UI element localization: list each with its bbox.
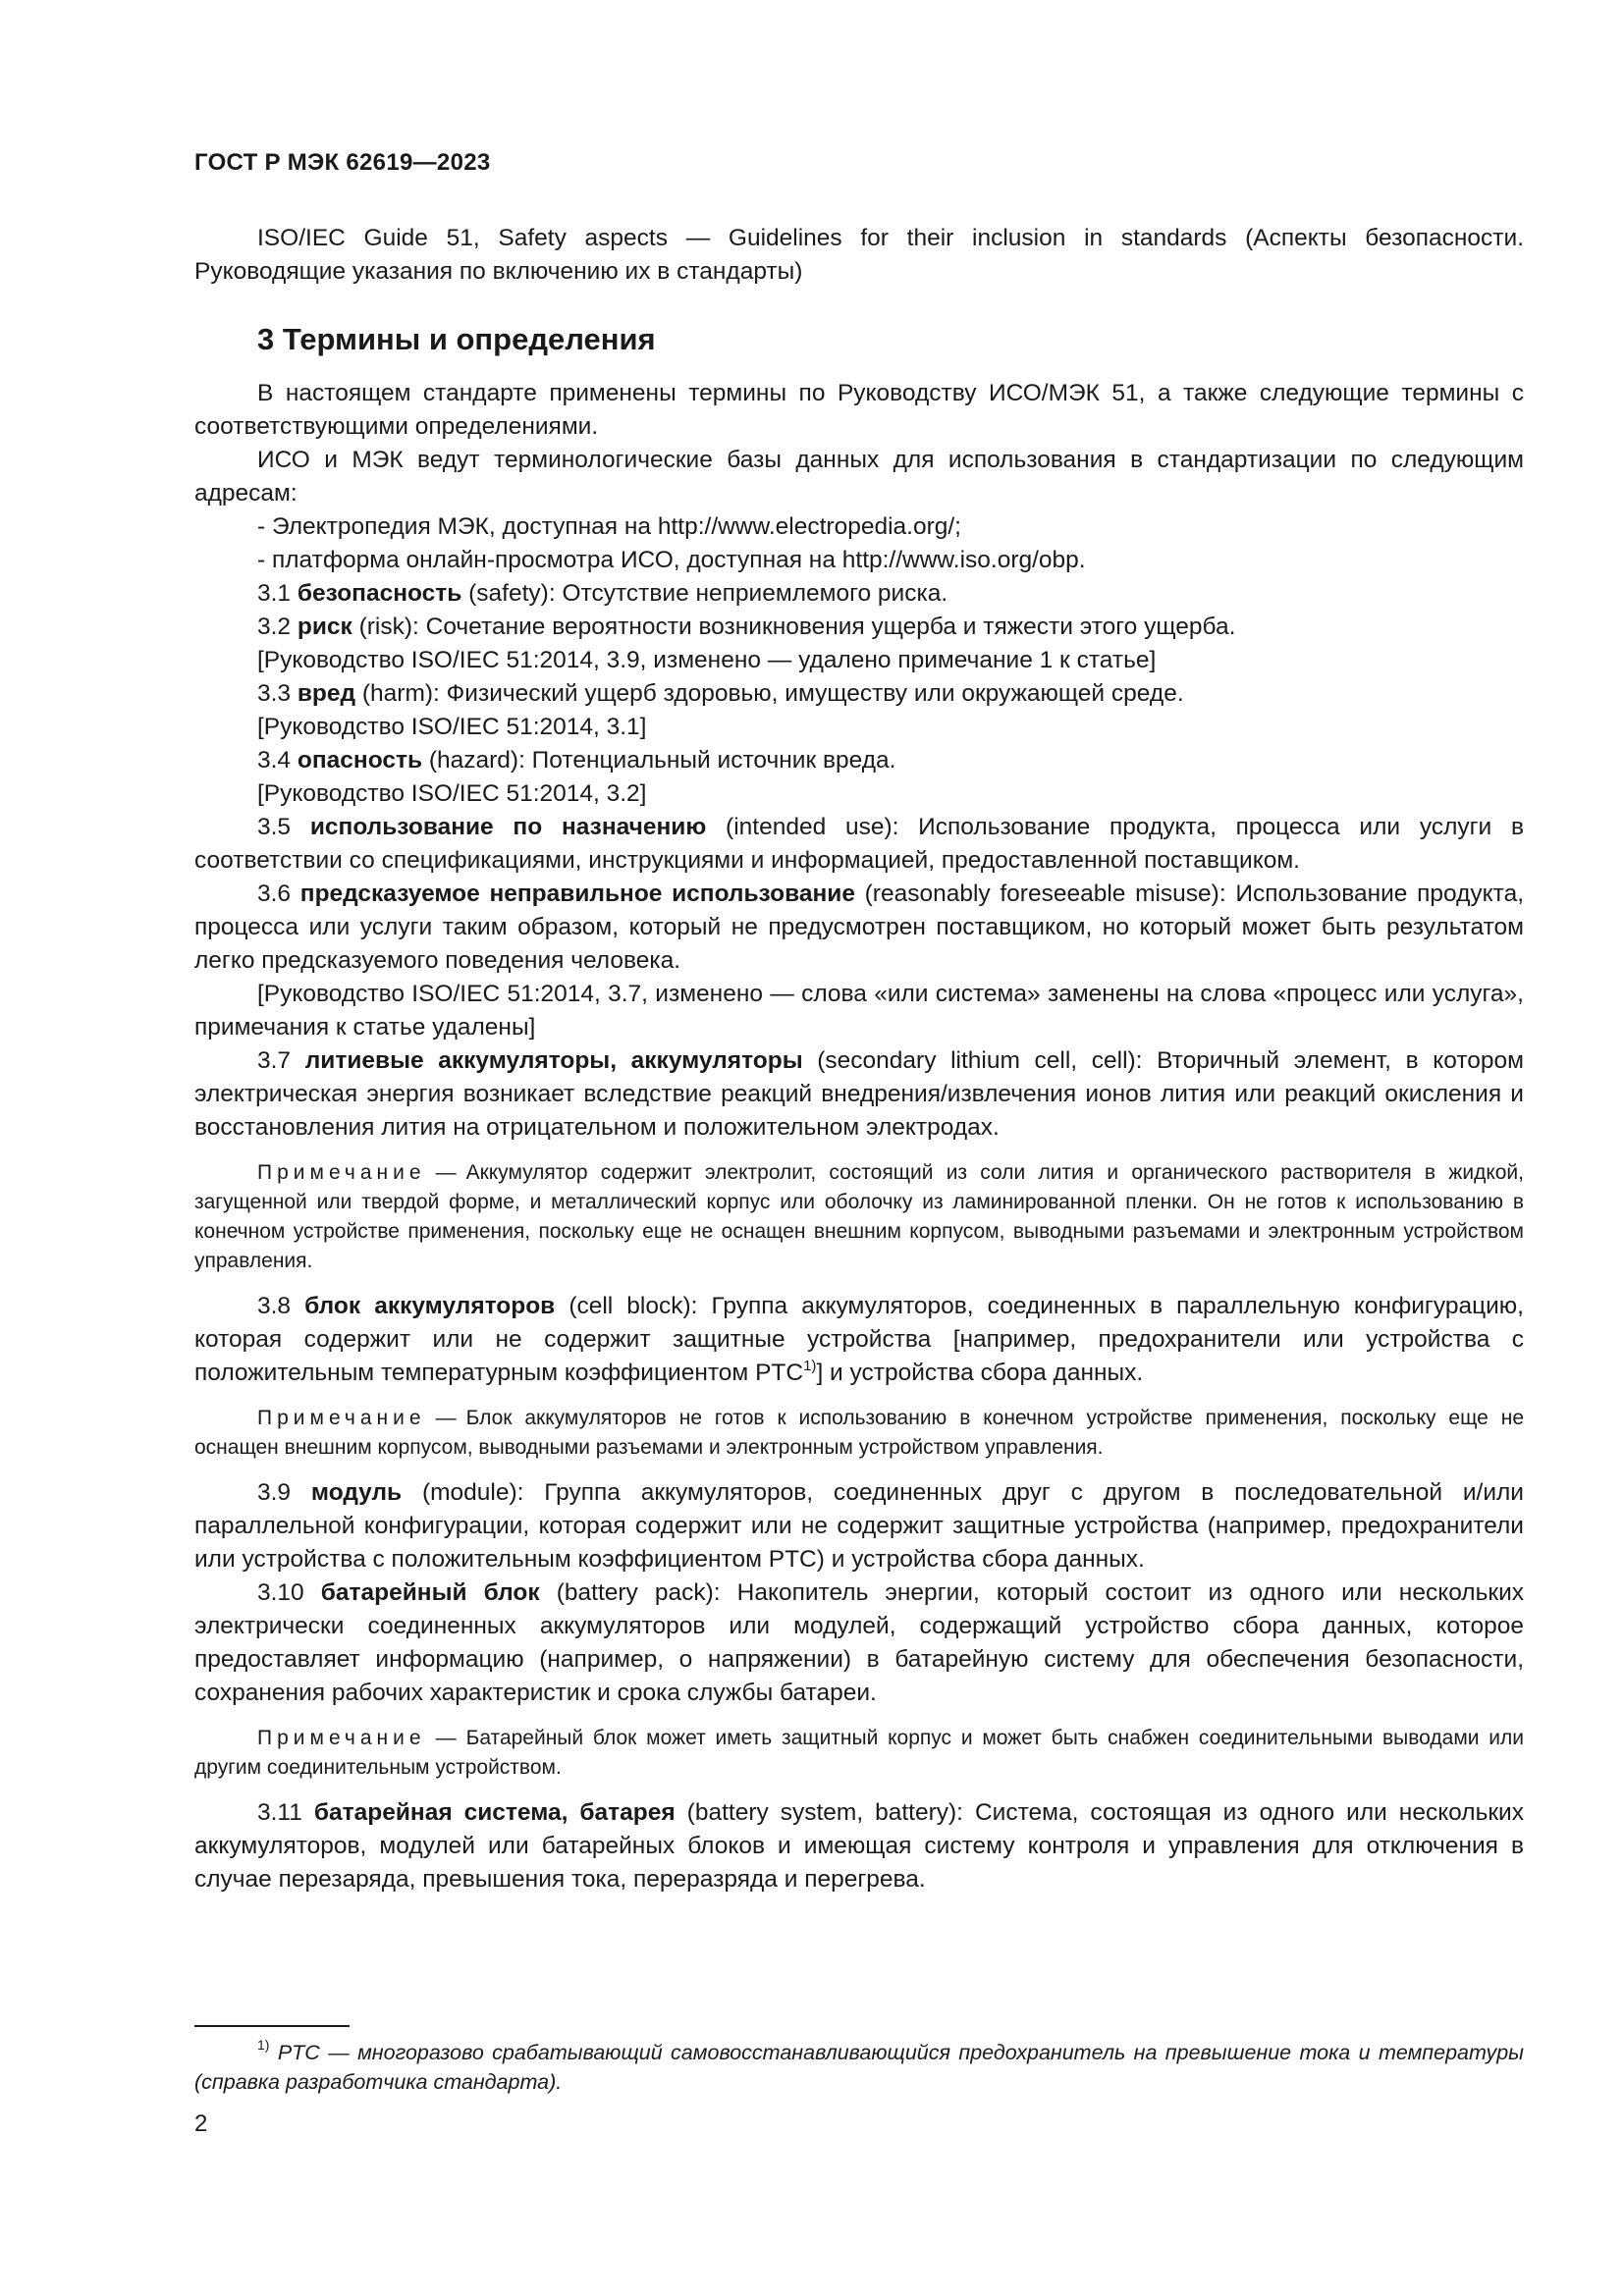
note-label: Примечание bbox=[257, 1727, 426, 1749]
term-3-9 bbox=[194, 1476, 1524, 1576]
term-definition: (harm): Физический ущерб здоровью, имуществу или окружающей среде. bbox=[355, 680, 1184, 707]
term-definition: (cell block): Группа аккумуляторов, соединенных в параллельную конфигурацию, которая содержит или не содержит защитные устройства [например, предохранители или устройства с положительным температурным коэффициентом PTC bbox=[194, 1293, 1524, 1386]
footnote-reference[interactable]: 1) bbox=[803, 1358, 817, 1374]
term-number: 3.6 bbox=[257, 881, 292, 907]
footnote-marker: 1) bbox=[257, 2037, 270, 2053]
intro-paragraph-2: ИСО и МЭК ведут терминологические базы данных для использования в стандартизации по следующим адресам: bbox=[194, 447, 1524, 507]
term-note bbox=[194, 1158, 1524, 1276]
term-3-8 bbox=[194, 1290, 1524, 1390]
term-number: 3.1 bbox=[257, 580, 292, 607]
term-source: [Руководство ISO/IEC 51:2014, 3.9, изменено — удалено примечание 1 к статье] bbox=[257, 647, 1157, 673]
term-name: батарейный блок bbox=[320, 1579, 540, 1606]
term-3-1 bbox=[194, 577, 1524, 611]
intro-paragraph-1: В настоящем стандарте применены термины по Руководству ИСО/МЭК 51, а также следующие термины с соответствующими определениями. bbox=[194, 380, 1524, 440]
reference-paragraph: ISO/IEC Guide 51, Safety aspects — Guidelines for their inclusion in standards (Аспекты безопасности. Руководящие указания по включению их в стандарты) bbox=[194, 225, 1524, 285]
document-header: ГОСТ Р МЭК 62619—2023 bbox=[194, 149, 491, 176]
term-3-11 bbox=[194, 1796, 1524, 1896]
term-definition: (safety): Отсутствие неприемлемого риска. bbox=[461, 580, 948, 607]
document-body bbox=[194, 222, 1524, 1896]
term-source: [Руководство ISO/IEC 51:2014, 3.7, изменено — слова «или система» заменены на слова «процесс или услуга», примечания к статье удалены] bbox=[194, 981, 1524, 1041]
footnote bbox=[194, 2038, 1524, 2097]
footnote-separator bbox=[194, 2025, 350, 2027]
term-name: использование по назначению bbox=[309, 814, 707, 840]
term-name: безопасность bbox=[297, 580, 462, 607]
term-source: [Руководство ISO/IEC 51:2014, 3.2] bbox=[257, 780, 647, 807]
term-definition-end: ] и устройства сбора данных. bbox=[816, 1360, 1144, 1386]
section-title: 3 Термины и определения bbox=[257, 322, 656, 356]
note-dash: — bbox=[435, 1727, 457, 1749]
term-name: вред bbox=[297, 680, 356, 707]
term-name: опасность bbox=[297, 747, 423, 774]
term-definition: (hazard): Потенциальный источник вреда. bbox=[422, 747, 896, 774]
term-definition: (reasonably foreseeable misuse): Использование продукта, процесса или услуги таким образом, который не предусмотрен поставщиком, но который может быть результатом легко предсказуемого поведения человека. bbox=[194, 881, 1524, 974]
term-number: 3.5 bbox=[257, 814, 292, 840]
note-dash: — bbox=[435, 1161, 457, 1184]
note-text: Батарейный блок может иметь защитный корпус и может быть снабжен соединительными выводами или другим соединительным устройством. bbox=[194, 1727, 1524, 1779]
note-text: Блок аккумуляторов не готов к использованию в конечном устройстве применения, поскольку еще не оснащен внешним корпусом, выводными разъемами и электронным устройством управления. bbox=[194, 1407, 1524, 1459]
term-number: 3.4 bbox=[257, 747, 292, 774]
term-number: 3.8 bbox=[257, 1293, 292, 1319]
term-name: блок аккумуляторов bbox=[304, 1293, 556, 1319]
term-number: 3.3 bbox=[257, 680, 292, 707]
term-name: риск bbox=[297, 614, 352, 640]
term-number: 3.2 bbox=[257, 614, 292, 640]
term-number: 3.10 bbox=[257, 1579, 304, 1606]
term-3-10 bbox=[194, 1576, 1524, 1710]
term-3-6 bbox=[194, 878, 1524, 978]
term-definition: (battery pack): Накопитель энергии, который состоит из одного или нескольких электрически соединенных аккумуляторов или модулей, содержащий устройство сбора данных, которое предоставляет информацию (например, о напряжении) в батарейную систему для обеспечения безопасности, сохранения рабочих характеристик и срока службы батареи. bbox=[194, 1579, 1525, 1706]
note-label: Примечание bbox=[257, 1161, 426, 1184]
term-definition: (battery system, battery): Система, состоящая из одного или нескольких аккумуляторов, модулей или батарейных блоков и имеющая систему контроля и управления для отключения в случае перезаряда, превышения тока, переразряда и перегрева. bbox=[194, 1799, 1524, 1893]
note-text: Аккумулятор содержит электролит, состоящий из соли лития и органического растворителя в жидкой, загущенной или твердой форме, и металлический корпус или оболочку из ламинированной пленки. Он не готов к использованию в конечном устройстве применения, поскольку еще не оснащен внешним корпусом, выводными разъемами и электронным устройством управления. bbox=[194, 1161, 1524, 1272]
note-dash: — bbox=[435, 1407, 457, 1429]
term-3-3 bbox=[194, 677, 1524, 711]
term-3-2 bbox=[194, 611, 1524, 644]
term-3-5 bbox=[194, 811, 1524, 878]
link-iso-obp: - платформа онлайн-просмотра ИСО, доступная на http://www.iso.org/obp. bbox=[257, 547, 1086, 573]
term-number: 3.7 bbox=[257, 1047, 292, 1074]
term-name: модуль bbox=[310, 1479, 403, 1506]
term-note bbox=[194, 1724, 1524, 1783]
term-definition: (secondary lithium cell, cell): Вторичный элемент, в котором электрическая энергия возникает вследствие реакций внедрения/извлечения ионов лития или реакций окисления и восстановления лития на отрицательном и положительном электродах. bbox=[194, 1047, 1524, 1141]
term-definition: (module): Группа аккумуляторов, соединенных друг с другом в последовательной и/или параллельной конфигурации, которая содержит или не содержит защитные устройства (например, предохранители или устройства с положительным коэффициентом PTC) и устройства сбора данных. bbox=[194, 1479, 1524, 1573]
term-name: предсказуемое неправильное использование bbox=[299, 881, 855, 907]
term-source: [Руководство ISO/IEC 51:2014, 3.1] bbox=[257, 714, 647, 740]
link-electropedia: - Электропедия МЭК, доступная на http://www.electropedia.org/; bbox=[257, 513, 961, 540]
term-number: 3.9 bbox=[257, 1479, 292, 1506]
term-3-7 bbox=[194, 1044, 1524, 1145]
term-definition: (risk): Сочетание вероятности возникновения ущерба и тяжести этого ущерба. bbox=[352, 614, 1236, 640]
term-name: батарейная система, батарея bbox=[313, 1799, 676, 1826]
footnote-text: PTC — многоразово срабатывающий самовосстанавливающийся предохранитель на превышение тока и температуры (справка разработчика стандарта). bbox=[194, 2041, 1524, 2094]
page-number: 2 bbox=[194, 2110, 208, 2137]
term-definition: (intended use): Использование продукта, процесса или услуги в соответствии со спецификациями, инструкциями и информацией, предоставленной поставщиком. bbox=[194, 814, 1525, 874]
term-number: 3.11 bbox=[257, 1799, 302, 1826]
term-note bbox=[194, 1404, 1524, 1463]
term-3-4 bbox=[194, 744, 1524, 777]
note-label: Примечание bbox=[257, 1407, 426, 1429]
term-name: литиевые аккумуляторы, аккумуляторы bbox=[304, 1047, 803, 1074]
